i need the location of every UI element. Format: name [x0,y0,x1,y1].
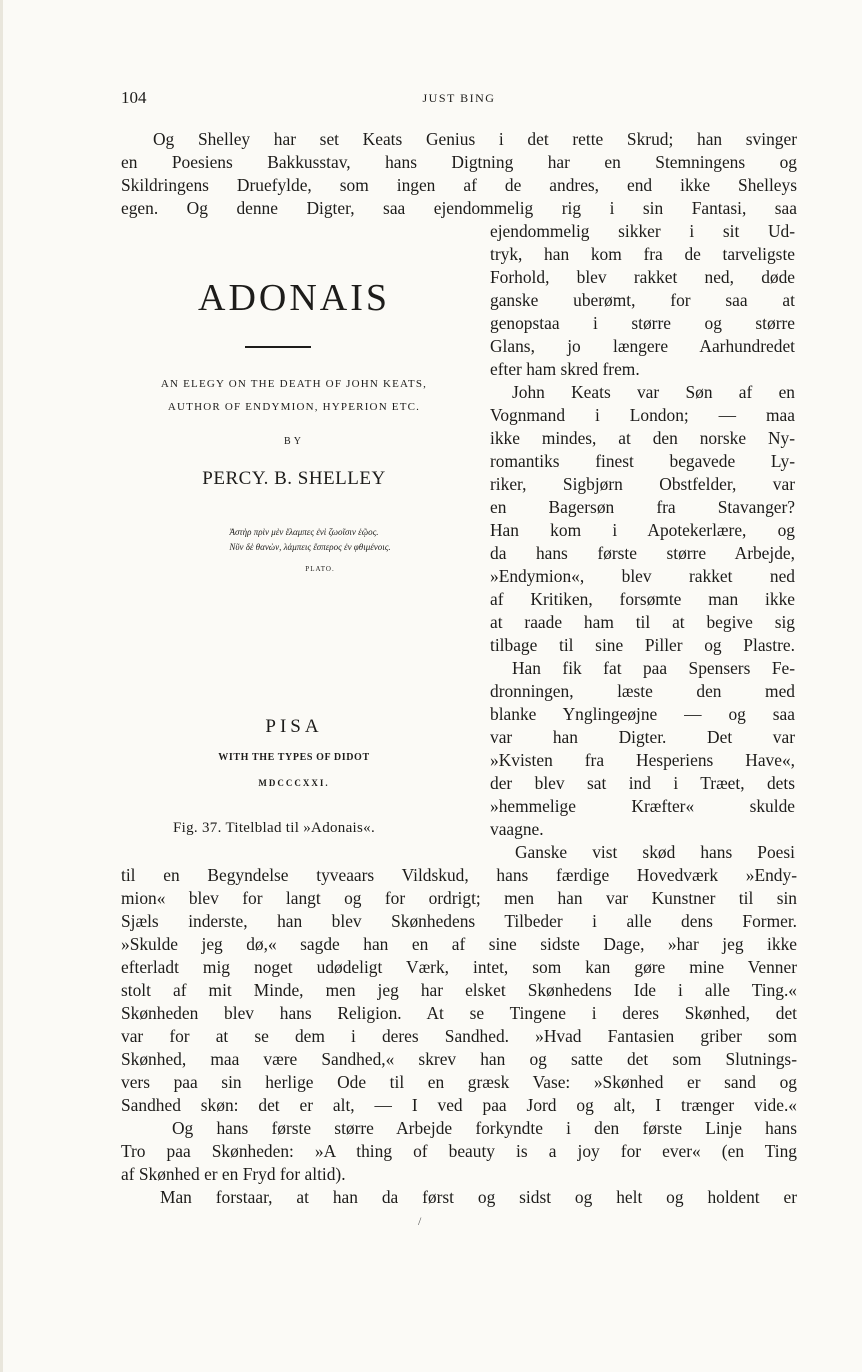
body-line: efterladt mig noget udødeligt Værk, intet, som kan gøre mine Venner [121,957,797,977]
figure-epigraph-line: Νῦν δὲ θανὼν, λάμπεις ἕσπερος ἐν φθιμένοις. [229,542,391,552]
column-line: at raade ham til at begive sig [490,612,795,632]
figure-divider [245,346,311,348]
figure-year: MDCCCXXI. [258,778,330,788]
figure-title: ADONAIS [198,277,390,319]
body-line: Og hans første større Arbejde forkyndte i den første Linje hans [172,1118,797,1138]
body-line: stolt af mit Minde, men jeg har elsket Skønhedens Ide i alle Ting.« [121,980,797,1000]
body-line: vers paa sin herlige Ode til en græsk Vase: »Skønhed er sand og [121,1072,797,1092]
column-line: blanke Ynglingeøjne — og saa [490,704,795,724]
column-line: vaagne. [490,819,544,839]
page-header [121,88,797,108]
column-line: Vognmand i London; — maa [490,405,795,425]
column-line: riker, Sigbjørn Obstfelder, var [490,474,795,494]
figure-epigraph-line: Ἀστὴρ πρὶν μὲν ἔλαμπες ἐνὶ ζωοῖσιν ἑῷος. [229,527,379,537]
page-number: 104 [121,88,147,107]
figure-place: PISA [265,716,323,737]
page-edge [0,0,3,1372]
stray-mark: / [418,1214,422,1228]
body-line: Sandhed skøn: det er alt, — I ved paa Jord og alt, I trænger vide.« [121,1095,797,1115]
column-line: Forhold, blev rakket ned, døde [490,267,795,287]
column-line: en Bagersøn fra Stavanger? [490,497,795,517]
body-line: egen. Og denne Digter, saa ejendommelig rig i sin Fantasi, saa [121,198,797,218]
column-line: »hemmelige Kræfter« skulde [490,796,795,816]
column-line: romantiks finest begavede Ly- [490,451,795,471]
column-line: tryk, han kom fra de tarveligste [490,244,795,264]
column-line: var han Digter. Det var [490,727,795,747]
body-line: mion« blev for langt og for ordrigt; men han var Kunstner til sin [121,888,797,908]
body-line: Man forstaar, at han da først og sidst og helt og holdent er [160,1187,797,1207]
running-head: JUST BING [422,91,496,105]
column-line: »Kvisten fra Hesperiens Have«, [490,750,795,770]
body-line: Og Shelley har set Keats Genius i det rette Skrud; han svinger [153,129,797,149]
column-line: efter ham skred frem. [490,359,640,379]
figure-subtitle-line: AN ELEGY ON THE DEATH OF JOHN KEATS, [160,378,428,390]
column-line: Ganske vist skød hans Poesi [515,842,795,862]
body-line: af Skønhed er en Fryd for altid). [121,1164,346,1184]
column-line: ejendommelig sikker i sit Ud- [490,221,795,241]
column-line: genopstaa i større og større [490,313,795,333]
column-line: »Endymion«, blev rakket ned [490,566,795,586]
body-line: Skønheden blev hans Religion. At se Tingene i deres Skønhed, det [121,1003,797,1023]
column-line: dronningen, læste den med [490,681,795,701]
figure-subtitle-line: AUTHOR OF ENDYMION, HYPERION ETC. [167,401,421,413]
body-line: »Skulde jeg dø,« sagde han en af sine sidste Dage, »har jeg ikke [121,934,797,954]
body-line: var for at se dem i deres Sandhed. »Hvad Fantasien griber som [121,1026,797,1046]
figure-epigraph-attribution: PLATO. [305,565,335,573]
column-line: Glans, jo længere Aarhundredet [490,336,795,356]
column-line: Han kom i Apotekerlære, og [490,520,795,540]
column-line: der blev sat ind i Træet, dets [490,773,795,793]
figure-imprint: WITH THE TYPES OF DIDOT [218,752,370,763]
figure-author: PERCY. B. SHELLEY [202,468,386,489]
body-line: Skildringens Druefylde, som ingen af de andres, end ikke Shelleys [121,175,797,195]
column-line: da hans første større Arbejde, [490,543,795,563]
column-line: John Keats var Søn af en [512,382,795,402]
body-line: Skønhed, maa være Sandhed,« skrev han og satte det som Slutnings- [121,1049,797,1069]
body-line: Sjæls inderste, han blev Skønhedens Tilbeder i alle dens Former. [121,911,797,931]
column-line: tilbage til sine Piller og Plastre. [490,635,795,655]
column-line: ikke mindes, at den norske Ny- [490,428,795,448]
figure-by: BY [284,436,304,447]
figure-caption: Fig. 37. Titelblad til »Adonais«. [173,820,376,836]
body-line: til en Begyndelse tyveaars Vildskud, hans færdige Hovedværk »Endy- [121,865,797,885]
column-line: ganske uberømt, for saa at [490,290,795,310]
title-page-figure [121,240,467,840]
body-line: Tro paa Skønheden: »A thing of beauty is a joy for ever« (en Ting [121,1141,797,1161]
column-line: Han fik fat paa Spensers Fe- [512,658,795,678]
column-line: af Kritiken, forsømte man ikke [490,589,795,609]
body-line: en Poesiens Bakkusstav, hans Digtning har en Stemningens og [121,152,797,172]
